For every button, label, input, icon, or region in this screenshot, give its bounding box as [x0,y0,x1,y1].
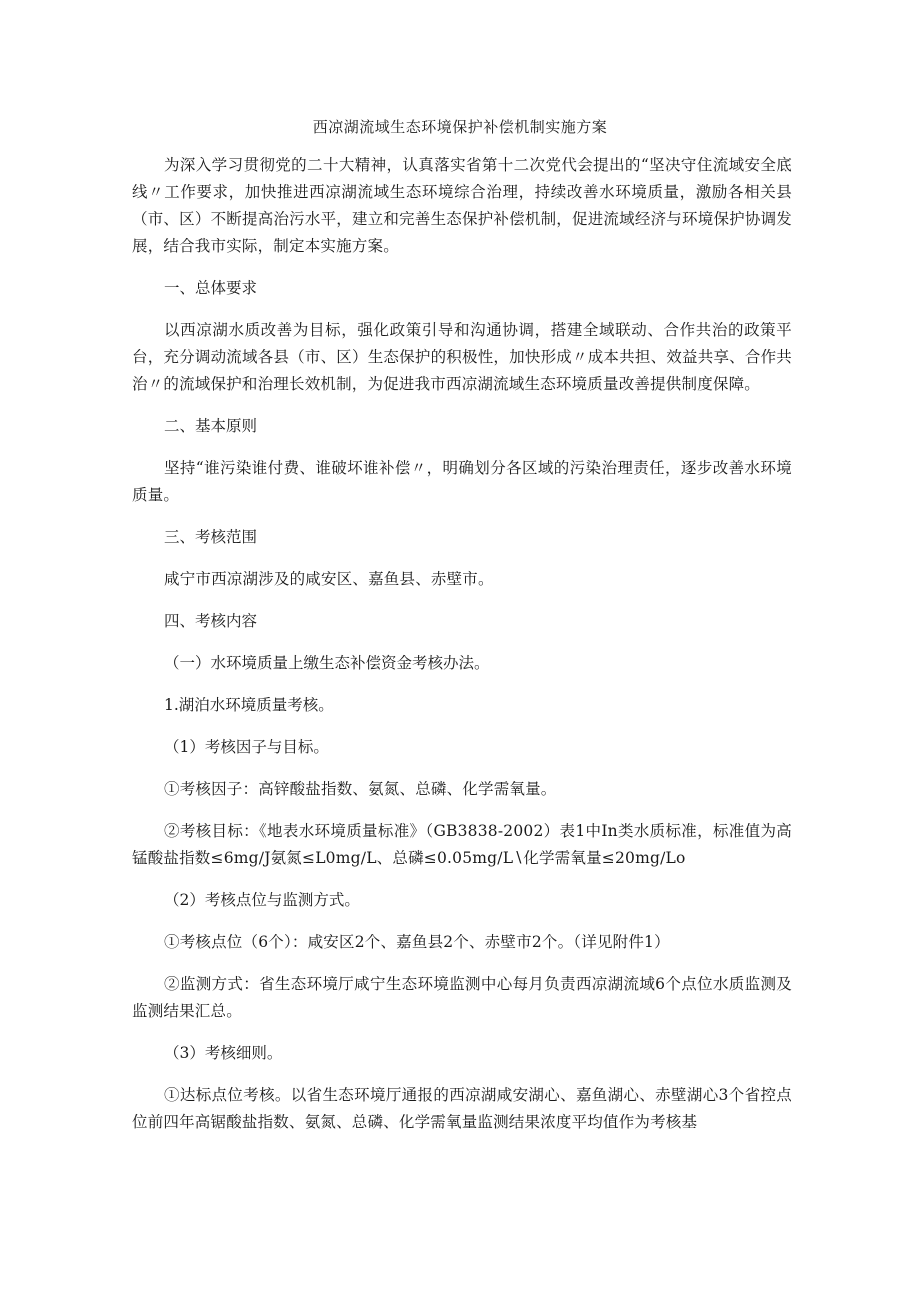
document-title: 西凉湖流域生态环境保护补偿机制实施方案 [312,118,608,136]
rules-paragraph: ①达标点位考核。以省生态环境厅通报的西凉湖咸安湖心、嘉鱼湖心、赤壁湖心3个省控点位前四年高锯酸盐指数、氨氮、总磷、化学需氧量监测结果浓度平均值作为考核基 [132,1086,792,1131]
targets-paragraph: ②考核目标：《地表水环境质量标准》（GB3838-2002）表1中In类水质标准，标准值为高锰酸盐指数≤6mg∕J氨氮≤L0mg∕L、总磷≤0.05mg∕L∖化学需氧量≤20mg∕Lo [132,822,792,867]
general-requirements-paragraph: 以西凉湖水质改善为目标，强化政策引导和沟通协调，搭建全域联动、合作共治的政策平台，充分调动流域各县（市、区）生态保护的积极性，加快形成〃成本共担、效益共享、合作共治〃的流域保护和治理长效机制，为促进我市西凉湖流域生态环境质量改善提供制度保障。 [132,321,792,393]
assessment-scope-paragraph: 咸宁市西凉湖涉及的咸安区、嘉鱼县、赤壁市。 [164,570,494,588]
monitoring-method-paragraph: ②监测方式：省生态环境厅咸宁生态环境监测中心每月负责西凉湖流域6个点位水质监测及监测结果汇总。 [132,975,792,1020]
basic-principles-paragraph: 坚持“谁污染谁付费、谁破坏谁补偿〃，明确划分各区域的污染治理责任，逐步改善水环境质量。 [132,459,792,504]
intro-paragraph: 为深入学习贯彻党的二十大精神，认真落实省第十二次党代会提出的“坚决守住流域安全底线〃工作要求，加快推进西凉湖流域生态环境综合治理，持续改善水环境质量，激励各相关县（市、区）不断提高治污水平，建立和完善生态保护补偿机制，促进流域经济与环境保护协调发展，结合我市实际，制定本实施方案。 [132,156,792,255]
section-heading-assessment-scope: 三、考核范围 [164,528,258,546]
item-heading-factors-targets: （1）考核因子与目标。 [164,738,329,756]
section-heading-assessment-content: 四、考核内容 [164,612,258,630]
subsection-heading-1: （一）水环境质量上缴生态补偿资金考核办法。 [164,654,490,672]
section-heading-basic-principles: 二、基本原则 [164,417,258,435]
item-heading-lake-quality: 1.湖泊水环境质量考核。 [164,696,334,714]
section-heading-general-requirements: 一、总体要求 [164,279,258,297]
monitoring-points-paragraph: ①考核点位（6个）：咸安区2个、嘉鱼县2个、赤壁市2个。（详见附件1） [164,933,670,951]
item-heading-monitoring: （2）考核点位与监测方式。 [164,891,360,909]
document-body [132,152,792,1151]
item-heading-rules: （3）考核细则。 [164,1044,283,1062]
factors-paragraph: ①考核因子：高锌酸盐指数、氨氮、总磷、化学需氧量。 [164,780,557,798]
